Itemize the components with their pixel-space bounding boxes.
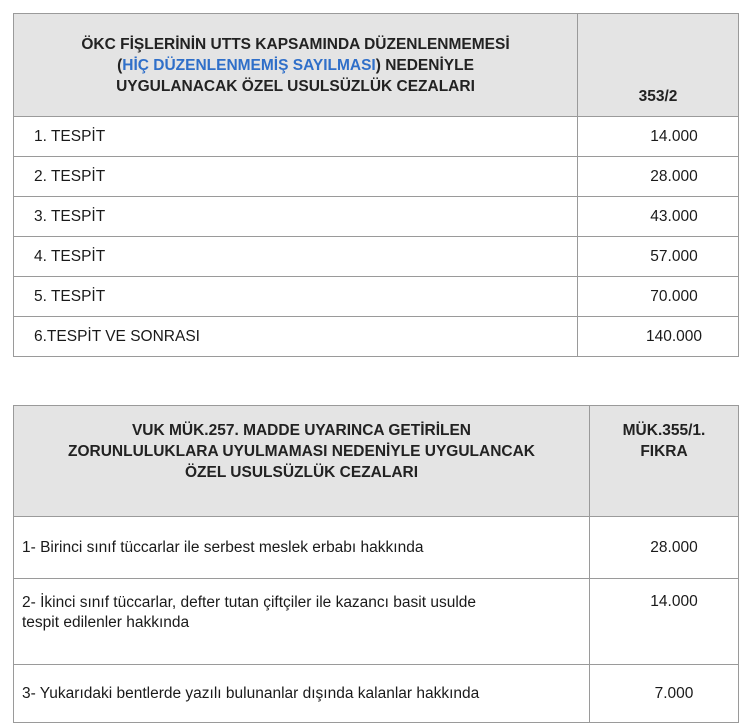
header-title-rest: ) NEDENİYLE: [375, 56, 474, 74]
table-header-row: [14, 406, 739, 517]
table-row: [14, 277, 739, 317]
row-label: 3. TESPİT: [14, 197, 578, 237]
row-amount: 140.000: [578, 317, 739, 357]
header-code-line: MÜK.355/1.: [622, 422, 706, 439]
row-amount: 14.000: [590, 579, 739, 665]
row-label: 1- Birinci sınıf tüccarlar ile serbest meslek erbabı hakkında: [14, 517, 590, 579]
row-amount: 28.000: [578, 157, 739, 197]
table-row: [14, 665, 739, 723]
row-amount: 70.000: [578, 277, 739, 317]
row-amount: 7.000: [590, 665, 739, 723]
paren-open: (: [117, 56, 123, 74]
table-row: [14, 517, 739, 579]
table-row: [14, 237, 739, 277]
header-title-line: [24, 55, 567, 76]
row-label: 5. TESPİT: [14, 277, 578, 317]
row-label-line: 2- İkinci sınıf tüccarlar, defter tutan çiftçiler ile kazancı basit usulde: [22, 594, 477, 611]
table-row: [14, 579, 739, 665]
vuk-257-penalty-table: [13, 405, 739, 723]
ozel-usulsuzluk-utts-table: [13, 13, 739, 357]
row-label: 3- Yukarıdaki bentlerde yazılı bulunanlar dışında kalanlar hakkında: [14, 665, 590, 723]
header-title-line: VUK MÜK.257. MADDE UYARINCA GETİRİLEN: [131, 422, 472, 439]
row-label-line: tespit edilenler hakkında: [22, 614, 190, 631]
table-row: [14, 317, 739, 357]
row-label: 6.TESPİT VE SONRASI: [14, 317, 578, 357]
table-header-row: [14, 14, 739, 117]
header-title-line: ÖZEL USULSÜZLÜK CEZALARI: [184, 464, 419, 481]
row-label: 2. TESPİT: [14, 157, 578, 197]
row-label: [14, 579, 590, 665]
row-label: 4. TESPİT: [14, 237, 578, 277]
header-code-line: FIKRA: [640, 443, 688, 460]
table-header-code: [590, 406, 739, 517]
row-amount: 57.000: [578, 237, 739, 277]
table-header-title: [14, 14, 578, 117]
table-row: [14, 117, 739, 157]
header-title-line: ZORUNLULUKLARA UYULMAMASI NEDENİYLE UYGULANCAK: [68, 443, 535, 460]
row-amount: 43.000: [578, 197, 739, 237]
header-title-line: ÖKC FİŞLERİNİN UTTS KAPSAMINDA DÜZENLENMEMESİ: [81, 35, 510, 53]
header-title-line: UYGULANACAK ÖZEL USULSÜZLÜK CEZALARI: [116, 77, 475, 95]
row-label: 1. TESPİT: [14, 117, 578, 157]
table-header-title: [14, 406, 590, 517]
table-row: [14, 197, 739, 237]
table-row: [14, 157, 739, 197]
highlight-text: HİÇ DÜZENLENMEMİŞ SAYILMASI: [122, 56, 376, 74]
table-header-code: 353/2: [578, 14, 739, 117]
row-amount: 28.000: [590, 517, 739, 579]
row-amount: 14.000: [578, 117, 739, 157]
